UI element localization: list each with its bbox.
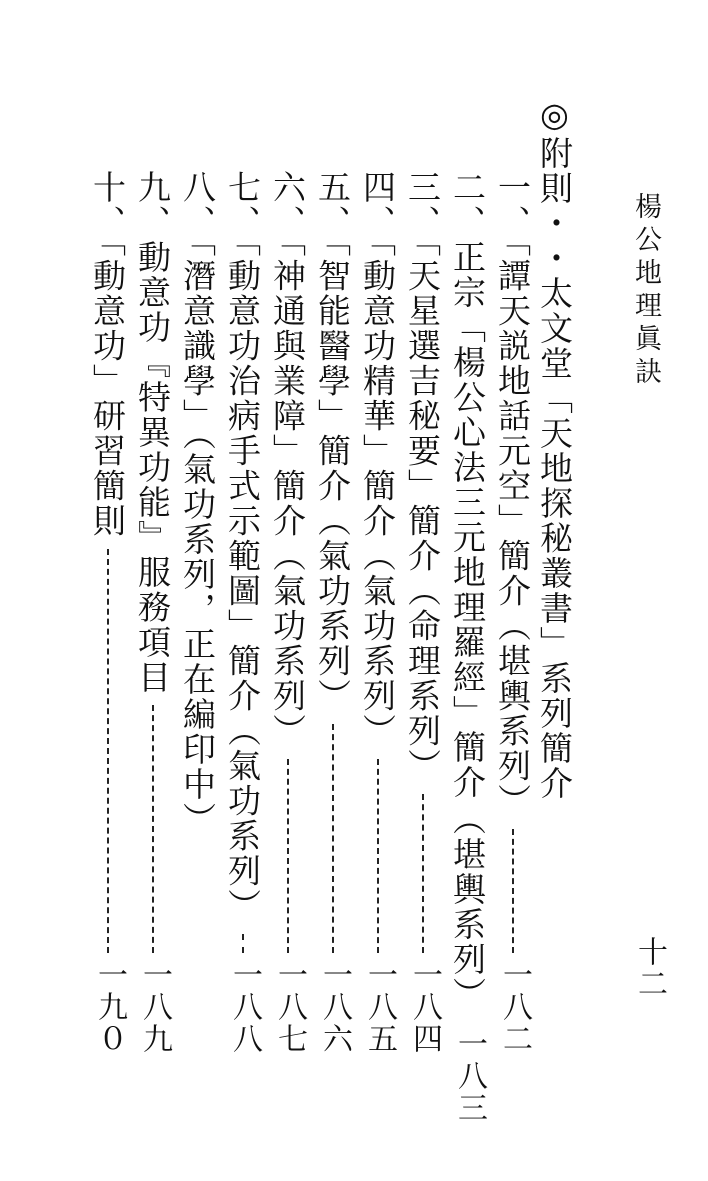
dot-leader: [107, 549, 109, 954]
toc-entry-page: 一八六: [317, 959, 352, 1055]
toc-entry-page: 一八七: [272, 959, 307, 1055]
toc-entry-title: 四、「動意功精華」簡介（氣功系列）: [358, 170, 397, 749]
toc-entry-title: 七、「動意功治病手式示範圖」簡介（氣功系列）: [223, 170, 262, 924]
toc-entry-2[interactable]: [448, 170, 487, 1124]
toc-entry-title-cont: （堪輿系列）: [448, 802, 487, 1012]
toc-entry-1[interactable]: [493, 170, 532, 1055]
toc-entry-5[interactable]: [313, 170, 352, 1055]
toc-entry-title: 五、「智能醫學」簡介（氣功系列）: [313, 170, 352, 714]
running-head: 楊公地理眞訣: [630, 192, 661, 390]
toc-entry-page: 一八八: [227, 959, 262, 1055]
toc-entry-9[interactable]: [133, 170, 172, 1055]
toc-entry-title: 六、「神通與業障」簡介（氣功系列）: [268, 170, 307, 749]
toc-entry-page: 一八九: [137, 959, 172, 1055]
appendix-heading: ◎附則・・太文堂「天地探秘叢書」系列簡介: [535, 95, 574, 801]
dot-leader: [512, 829, 514, 954]
toc-entry-10[interactable]: [88, 170, 127, 1055]
toc-entry-page: 一八二: [497, 959, 532, 1055]
toc-entry-7[interactable]: [223, 170, 262, 1055]
dot-leader: [242, 934, 244, 954]
toc-entry-8[interactable]: [178, 170, 217, 1055]
toc-entry-title: 二、正宗「楊公心法三元地理羅經」簡介: [448, 170, 487, 800]
dot-leader: [287, 759, 289, 954]
toc-entry-page: 一八三: [452, 1028, 487, 1124]
toc-entry-title: 三、「天星選吉秘要」簡介（命理系列）: [403, 170, 442, 784]
page-number: 十二: [632, 936, 667, 1000]
dot-leader: [332, 724, 334, 954]
toc-entry-title: 十、「動意功」研習簡則: [88, 170, 127, 539]
toc-entry-3[interactable]: [403, 170, 442, 1055]
dot-leader: [377, 759, 379, 954]
toc-entry-6[interactable]: [268, 170, 307, 1055]
toc-entry-title: 八、「潛意識學」（氣功系列，正在編印中）: [178, 170, 217, 837]
toc-entry-title: 一、「譚天説地話元空」簡介（堪輿系列）: [493, 170, 532, 819]
toc-entry-page: 一八四: [407, 959, 442, 1055]
dot-leader: [422, 794, 424, 954]
dot-leader: [152, 705, 154, 953]
toc-entry-title: 九、動意功『特異功能』服務項目: [133, 170, 172, 695]
toc-entry-page: 一八五: [362, 959, 397, 1055]
toc-entry-page: 一九０: [92, 959, 127, 1055]
toc-entry-4[interactable]: [358, 170, 397, 1055]
